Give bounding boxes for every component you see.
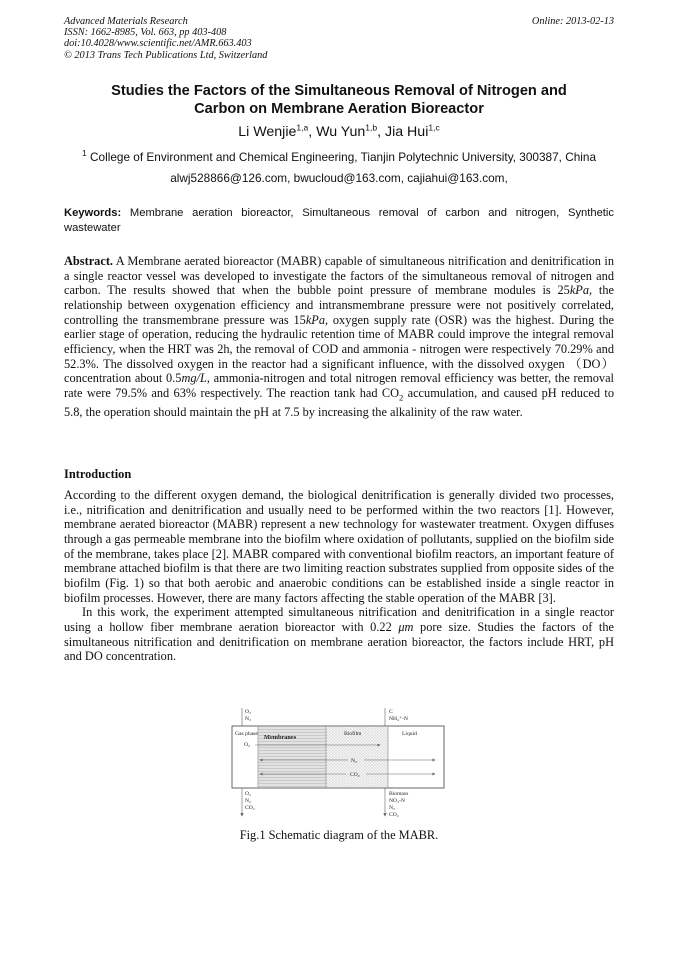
output-n2-label: N₂ (245, 798, 251, 804)
author-name: Jia Hui (384, 124, 429, 140)
abstract (64, 254, 614, 420)
n2-flux-label: N₂ (351, 758, 357, 764)
figure-caption: Fig.1 Schematic diagram of the MABR. (239, 828, 439, 842)
output-n2-label: N₂ (389, 805, 395, 811)
affiliation-text: College of Environment and Chemical Engineering, Tianjin Polytechnic University, 300387, China (86, 150, 597, 164)
input-n2-label: N₂ (245, 716, 251, 722)
abstract-text: , oxygen supply rate (OSR) was the highest. During the earlier stage of operation, reducing the hydraulic retention time of MABR could improve the integral removal efficiency, when the HRT was 2h, the removal of COD and ammonia - nitrogen were respectively 70.29% and 52.3%. The dissolved oxygen in the reactor had a significant influence, with the dissolved oxygen （DO） concentration about 0.5 (64, 312, 615, 386)
abstract-unit: kPa (305, 312, 326, 327)
intro-p2-text: pore size. Studies the factors of the simultaneous nitrification and denitrification on membrane aeration bioreactor, the factors include HRT, pH and DO concentration. (64, 619, 614, 664)
online-date: Online: 2013-02-13 (531, 16, 614, 27)
abstract-label: Abstract. (64, 254, 114, 268)
affiliation-block (64, 149, 614, 187)
author-affil-mark: 1,a (296, 122, 309, 133)
output-o2-label: O₂ (245, 791, 251, 797)
abstract-unit: kPa (569, 283, 590, 298)
abstract-unit: mg/L (181, 371, 207, 386)
affiliation-mark: 1 (81, 148, 87, 159)
affiliation (64, 149, 614, 167)
membranes-label: Membranes (264, 734, 297, 741)
output-no3-label: NO₃-N (389, 798, 405, 804)
paper-title (64, 83, 614, 118)
keywords (64, 206, 614, 236)
abstract-subscript: 2 (399, 392, 404, 403)
biofilm-label: Biofilm (344, 731, 362, 737)
author-separator: , (308, 124, 317, 140)
title-line-1: Studies the Factors of the Simultaneous Removal of Nitrogen and (111, 83, 567, 99)
author-list (64, 124, 614, 140)
abstract-text: , the relationship between oxygenation efficiency and intransmembrane pressure were not positively correlated, controlling the transmembrane pressure was 15 (64, 283, 614, 327)
doi-line: doi:10.4028/www.scientific.net/AMR.663.403 (64, 38, 252, 50)
output-co2-label: CO₂ (389, 812, 399, 818)
co2-flux-label: CO₂ (350, 772, 360, 778)
gas-phase-label: Gas phase (235, 731, 258, 737)
author-separator: , (377, 124, 385, 140)
journal-name: Advanced Materials Research (64, 16, 188, 27)
o2-flux-label: O₂ (244, 742, 250, 748)
intro-p2-text: In this work, the experiment attempted simultaneous nitrification and denitrification in a single reactor using a hollow fiber membrane aeration bioreactor with 0.22 (64, 605, 614, 634)
author-name: Li Wenjie (238, 124, 297, 140)
intro-p2-unit: μm (398, 619, 414, 634)
abstract-text: accumulation, and caused pH reduced to 5.8, the operation should maintain the pH at 7.5 by increasing the alkalinity of the raw water. (64, 385, 615, 420)
author-affil-mark: 1,b (365, 122, 378, 133)
author-affil-mark: 1,c (428, 122, 440, 133)
keywords-text: Membrane aeration bioreactor, Simultaneous removal of carbon and nitrogen, Synthetic wastewater (64, 207, 614, 234)
input-c-label: C (389, 709, 393, 715)
output-co2-label: CO₂ (245, 805, 255, 811)
intro-paragraph-1: According to the different oxygen demand, the biological denitrification is generally divided two processes, i.e., nitrification and denitrification and usually need to be performed within the two reactors [1]. However, membrane aerated bioreactor (MABR) represent a new technology for wastewater treatment. Oxygen diffuses through a gas permeable membrane into the biofilm where oxidation of pollutants, supplied on the biofilm side of the membrane, takes place [2]. MABR compared with conventional biofilm reactors, an important feature of membrane attached biofilm is that there are two limiting reaction substrates supplied from opposite sides of the biofilm (Fig. 1) so that both aerobic and anaerobic conditions can be established inside a single reactor in biofilm processes. However, there are many factors affecting the stable operation of the MABR [3]. (64, 488, 614, 605)
keywords-label: Keywords: (64, 207, 122, 219)
liquid-label: Liquid (402, 731, 417, 737)
section-heading-introduction: Introduction (64, 467, 132, 481)
abstract-text: , ammonia-nitrogen and total nitrogen removal efficiency was better, the removal rate were 79.5% and 63% respectively. The reaction tank had CO (64, 371, 614, 400)
copyright-line: © 2013 Trans Tech Publications Ltd, Switzerland (64, 49, 268, 61)
issn-line: ISSN: 1662-8985, Vol. 663, pp 403-408 (64, 27, 227, 39)
author-name: Wu Yun (316, 124, 366, 140)
author-emails: alwj528866@126.com, bwucloud@163.com, cajiahui@163.com, (170, 170, 508, 185)
input-nh4-label: NH₄⁺-N (389, 716, 408, 722)
introduction-body (64, 488, 614, 664)
output-biomass-label: Biomass (389, 791, 409, 797)
journal-header (64, 16, 267, 61)
title-line-2: Carbon on Membrane Aeration Bioreactor (194, 100, 484, 117)
intro-paragraph-2 (64, 605, 614, 664)
input-o2-label: O₂ (245, 709, 251, 715)
mabr-schematic (230, 704, 446, 820)
abstract-text: A Membrane aerated bioreactor (MABR) capable of simultaneous nitrification and denitrification in a single reactor vessel was developed to investigate the factors of the simultaneous removal of nitrogen and carbon. The results showed that when the bubble point pressure of membrane modules is 25 (64, 254, 614, 298)
